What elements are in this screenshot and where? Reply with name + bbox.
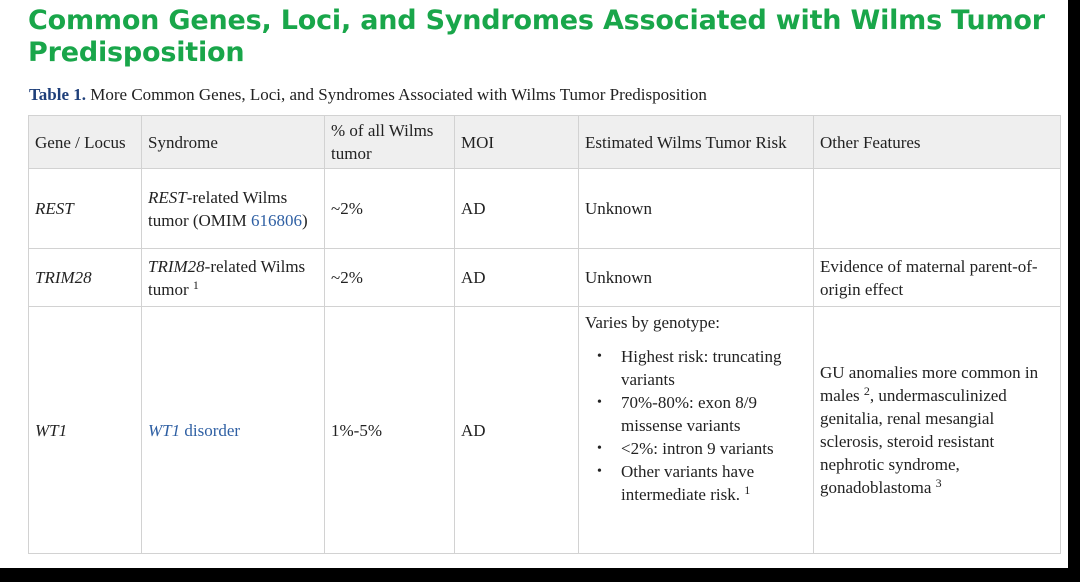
- cell-percent: 1%-5%: [325, 307, 455, 554]
- reference-marker[interactable]: 1: [192, 277, 199, 292]
- syndrome-text: -related Wilms tumor: [148, 256, 306, 299]
- risk-list: [585, 345, 808, 506]
- header-syndrome: Syndrome: [142, 116, 325, 169]
- table-row: [29, 307, 1061, 554]
- cell-moi: AD: [455, 169, 579, 249]
- syndrome-text: disorder: [180, 420, 241, 440]
- table-row: [29, 169, 1061, 249]
- table-header-row: [29, 116, 1061, 169]
- risk-item-text: 70%-80%: exon 8/9 missense variants: [621, 393, 757, 435]
- syndrome-gene: WT1: [148, 420, 181, 440]
- header-percent: % of all Wilms tumor: [325, 116, 455, 169]
- list-item: [597, 437, 808, 460]
- cell-other-features: Evidence of maternal parent-of-origin effect: [814, 249, 1061, 307]
- table-row: [29, 249, 1061, 307]
- syndrome-gene: TRIM28: [148, 256, 205, 276]
- page-title: Common Genes, Loci, and Syndromes Associated with Wilms Tumor Predisposition: [28, 5, 1045, 68]
- cell-moi: AD: [455, 307, 579, 554]
- header-moi: MOI: [455, 116, 579, 169]
- bullet-icon: •: [597, 441, 602, 456]
- other-text-part2: , undermasculinized genitalia, renal mesangial sclerosis, steroid resistant nephrotic syndrome, gonadoblastoma: [820, 386, 1007, 497]
- risk-item-text: Other variants have intermediate risk.: [621, 462, 755, 504]
- syndrome-text: -related Wilms tumor (OMIM: [148, 187, 288, 230]
- cell-gene: REST: [29, 169, 142, 249]
- reference-marker[interactable]: 1: [744, 483, 751, 497]
- cell-other-features: [814, 169, 1061, 249]
- header-risk: Estimated Wilms Tumor Risk: [579, 116, 814, 169]
- list-item: [597, 460, 808, 506]
- cell-gene: TRIM28: [29, 249, 142, 307]
- list-item: [597, 391, 808, 437]
- table-caption: [29, 84, 707, 106]
- omim-link[interactable]: 616806: [250, 210, 302, 230]
- bullet-icon: •: [597, 464, 602, 479]
- cell-other-features: [814, 307, 1061, 554]
- cell-syndrome: [142, 307, 325, 554]
- genes-table: [28, 115, 1061, 554]
- other-text-part1: GU anomalies more common in males: [820, 363, 1039, 405]
- bullet-icon: •: [597, 395, 602, 410]
- bullet-icon: •: [597, 349, 602, 364]
- cell-gene: WT1: [29, 307, 142, 554]
- list-item: [597, 345, 808, 391]
- header-gene-locus: Gene / Locus: [29, 116, 142, 169]
- cell-syndrome: [142, 169, 325, 249]
- cell-risk: Unknown: [579, 169, 814, 249]
- table-caption-text: More Common Genes, Loci, and Syndromes Associated with Wilms Tumor Predisposition: [90, 85, 707, 104]
- risk-item-text: Highest risk: truncating variants: [621, 347, 782, 389]
- cell-percent: ~2%: [325, 169, 455, 249]
- reference-marker[interactable]: 2: [863, 384, 870, 398]
- risk-intro: Varies by genotype:: [585, 313, 721, 332]
- table-caption-label: Table 1.: [29, 85, 87, 104]
- syndrome-end: ): [301, 210, 308, 230]
- wt1-disorder-link[interactable]: [148, 421, 240, 440]
- cell-moi: AD: [455, 249, 579, 307]
- cell-syndrome: [142, 249, 325, 307]
- cell-percent: ~2%: [325, 249, 455, 307]
- cell-risk: Unknown: [579, 249, 814, 307]
- reference-marker[interactable]: 3: [935, 476, 942, 490]
- syndrome-gene: REST: [148, 187, 187, 207]
- risk-item-text: <2%: intron 9 variants: [621, 439, 774, 458]
- header-other-features: Other Features: [814, 116, 1061, 169]
- cell-risk: [579, 307, 814, 554]
